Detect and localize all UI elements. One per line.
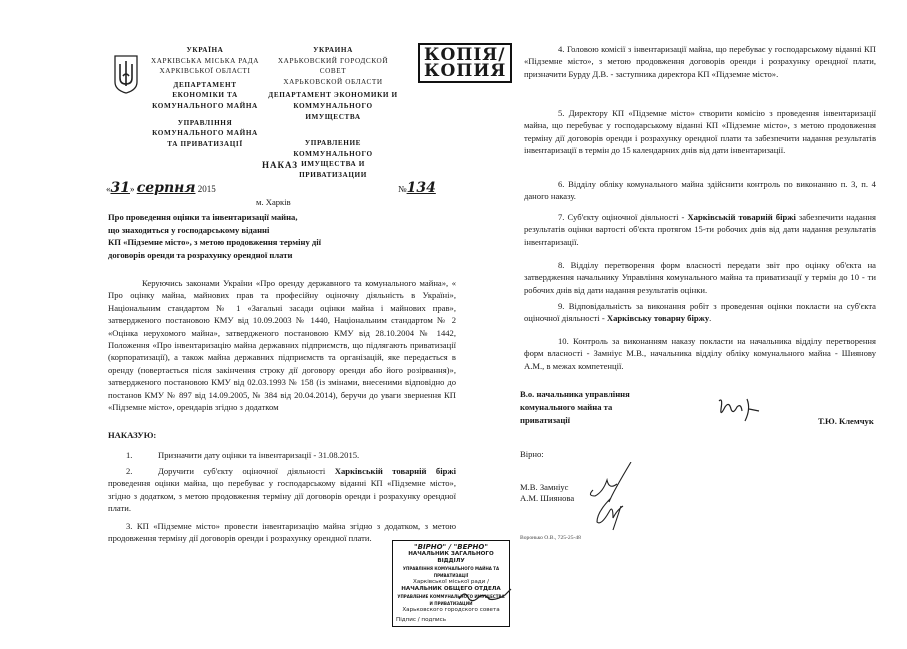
number-value: 134: [406, 180, 436, 196]
item-num: 1.: [126, 450, 133, 460]
verno-stamp-line: НАЧАЛЬНИК ОБЩЕГО ОТДЕЛА: [401, 586, 501, 592]
doc-month: серпня: [136, 180, 196, 196]
item-num: 8.: [558, 260, 565, 270]
item-text: .: [709, 313, 712, 324]
doc-type: НАКАЗ: [262, 160, 299, 170]
header-department: КОММУНАЛЬНОГО ИМУЩЕСТВА: [293, 101, 373, 121]
item-text: Відділу перетворення форм власності передати звіт про оцінку об'єкта на затвердження начальнику Управління комунального майна та приватизації у термін до 10 - ти робочих днів від дати надання результатів оцінки.: [524, 260, 876, 295]
order-item-2: [108, 465, 456, 515]
item-text: проведення оцінки майна, що перебуває у господарському віданні КП «Підземне місто», згідно з додатком, з метою продовження терміну дії договорів оренди і розрахунку орендної плати.: [108, 478, 456, 514]
header-department: ДЕПАРТАМЕНТ: [173, 80, 237, 89]
header-office: КОМУНАЛЬНОГО МАЙНА: [152, 129, 258, 138]
verno-stamp-line: УПРАВЛІННЯ КОМУНАЛЬНОГО МАЙНА ТА ПРИВАТИЗАЦІЇ: [402, 566, 500, 578]
item-num: 10.: [558, 336, 569, 346]
signoff-line: В.о. начальника управління: [520, 389, 630, 399]
item-text: Доручити суб'єкту оціночної діяльності: [158, 466, 335, 476]
order-item-4: [524, 43, 876, 80]
preamble-text: Керуючись законами України «Про оренду державного та комунального майна», « Про оцінку майна, майнових прав та професійну оціночну діяльність в Україні», Національним стандартом № 1 «Загальні засади оцінки майна і майнових прав», затвердженого постановою КМУ від 10.09.2003 № 1440, Національним стандартом № 2 «Оцінка нерухомого майна», затвердженого постановою КМУ від 28.10.2004 № 1442, Положення «Про інвентаризацію майна державних підприємств, що підлягають приватизації (корпоратизації), а також майна державних підприємств та організацій, яке передається в оренду (повертається після закінчення строку дії договору оренди або його розірвання)», затвердженого постановою КМУ від 02.03.1993 № 158 (із змінами, внесеними відповідно до постанов КМУ № 897 від 14.09.2005, № 384 від 20.04.2014), беручи до уваги звернення КП «Підземне місто», орендарів згідно з додатком: [108, 278, 456, 413]
order-item-1: [108, 449, 456, 461]
header-region: ХАРЬКОВСКОЙ ОБЛАСТИ: [283, 77, 383, 86]
verno-stamp-line: УПРАВЛЕНИЕ КОММУНАЛЬНОГО ИМУЩЕСТВА И ПРИВАТИЗАЦИИ: [397, 594, 505, 606]
header-country: УКРАИНА: [313, 46, 353, 54]
order-item-10: [524, 335, 876, 372]
item-text: Директору КП «Підземне місто» створити комісію з проведення інвентаризації майна, що перебуває у господарському віданні КП «Підземне місто», з метою продовження терміну дії договорів оренди і розрахунку орендної плати та забезпечити надання результатів інвентаризації в термін до 15 календарних днів від дати інвентаризації.: [524, 108, 876, 156]
item-num: 7.: [558, 212, 565, 222]
doc-title: [108, 211, 321, 261]
executor: Воронько О.В., 725-25-48: [520, 535, 581, 541]
header-council: ХАРЬКОВСКИЙ ГОРОДСКОЙ СОВЕТ: [277, 56, 389, 76]
stamp-signature-icon: [455, 585, 515, 612]
item-bold: Харківську товарну біржу: [606, 313, 710, 324]
signoff-line: комунального майна та: [520, 402, 613, 412]
header-office: УПРАВЛІННЯ: [177, 118, 233, 127]
header-country: УКРАЇНА: [186, 46, 224, 54]
header-office: ТА ПРИВАТИЗАЦІЇ: [167, 139, 243, 148]
order-item-5: [524, 107, 876, 157]
item-num: 3.: [126, 521, 133, 531]
doc-year: 2015: [197, 184, 216, 194]
item-num: 9.: [558, 301, 565, 311]
header-office: УПРАВЛЕНИЕ КОММУНАЛЬНОГО: [293, 139, 373, 158]
item-bold: Харківській товарній біржі: [334, 466, 456, 476]
doc-day: 31: [110, 180, 130, 196]
item-num: 2.: [126, 466, 133, 476]
order-item-9: [524, 300, 876, 325]
title-line: КП «Підземне місто», з метою продовження терміну дії: [108, 237, 322, 248]
verno-stamp-line: Харьковского городского совета: [402, 607, 500, 613]
doc-date: «31» серпня 2015: [106, 180, 216, 196]
header-department: ЕКОНОМІКИ ТА: [172, 91, 238, 100]
item-text: Відділу обліку комунального майна здійснити контроль по виконанню п. 3, п. 4 даного наказу.: [524, 179, 876, 202]
header-department: КОМУНАЛЬНОГО МАЙНА: [152, 101, 258, 110]
item-text: Відповідальність за виконання робіт з проведення оцінки покласти на суб'єкта оціночної діяльності -: [524, 301, 876, 324]
verno-stamp-signature-label: Підпис / подпись: [396, 617, 447, 623]
item-num: 5.: [558, 108, 565, 118]
item-text: Контроль за виконанням наказу покласти на начальника відділу перетворення форм власності - Замніус М.В., начальника відділу обліку комунального майна - Шиянову А.М., в межах компетенції.: [524, 336, 876, 371]
item-bold: Харківській товарній біржі: [687, 212, 796, 222]
copy-stamp-line: КОПІЯ/: [424, 45, 506, 65]
verno-stamp-line: Харківської міської ради /: [413, 579, 489, 585]
title-line: що знаходиться у господарському віданні: [108, 224, 270, 235]
number-prefix: №: [398, 184, 407, 194]
head-signature-icon: [715, 395, 765, 428]
title-line: Про проведення оцінки та інвентаризації майна,: [108, 212, 298, 222]
verified-label: Вірно:: [520, 449, 544, 459]
item-text: Призначити дату оцінки та інвентаризації - 31.08.2015.: [158, 450, 360, 460]
header-office: ИМУЩЕСТВА И ПРИВАТИЗАЦИИ: [299, 160, 367, 179]
coat-of-arms-icon: [113, 54, 139, 94]
signoff-line: приватизації: [520, 415, 571, 425]
title-line: договорів оренди та розрахунку орендної плати: [108, 249, 293, 260]
preamble: [108, 277, 456, 413]
item-text: Суб'єкту оціночної діяльності -: [567, 212, 688, 222]
verno-stamp: [392, 540, 510, 627]
signoff-name: Т.Ю. Клемчук: [818, 416, 874, 426]
order-item-8: [524, 259, 876, 296]
copy-stamp: [418, 43, 512, 83]
order-heading: НАКАЗУЮ:: [108, 430, 157, 440]
item-num: 4.: [558, 44, 565, 54]
verno-stamp-line: НАЧАЛЬНИК ЗАГАЛЬНОГО ВІДДІЛУ: [408, 551, 494, 564]
signoff-title: [520, 388, 630, 427]
order-item-6: [524, 178, 876, 203]
header-region: ХАРКІВСЬКОЇ ОБЛАСТІ: [159, 67, 251, 76]
item-text: Головою комісії з інвентаризації майна, що перебуває у господарському віданні КП «Підземне місто», з метою продовження договорів оренди і розрахунку орендної плати, призначити Бурду Д.В. - заступника директора КП «Підземне місто».: [524, 44, 876, 79]
doc-number: [398, 180, 436, 196]
item-num: 6.: [558, 179, 565, 189]
doc-city: м. Харків: [256, 197, 291, 207]
header-council: ХАРКІВСЬКА МІСЬКА РАДА: [150, 56, 260, 65]
verifier-name: М.В. Замніус: [520, 482, 569, 492]
verifiers: [520, 482, 574, 504]
verifier-name: А.М. Шиянова: [520, 493, 575, 503]
order-item-7: [524, 211, 876, 248]
copy-stamp-line: КОПИЯ: [424, 61, 507, 81]
header-left: [145, 45, 265, 149]
header-department: ДЕПАРТАМЕНТ ЭКОНОМИКИ И: [268, 91, 398, 100]
item-text: забезпечити надання результатів оцінки вартості об'єкта протягом 15-ти робочих днів від дати надання результатів інвентаризації.: [524, 212, 876, 247]
item-text: КП «Підземне місто» провести інвентаризацію майна згідно з додатком, з метою продовження терміну дії договорів оренди і розрахунку орендної плати.: [108, 521, 456, 544]
verno-stamp-title: "ВІРНО" / "ВЕРНО": [414, 543, 488, 551]
verifier-signature-icon: [583, 462, 653, 537]
